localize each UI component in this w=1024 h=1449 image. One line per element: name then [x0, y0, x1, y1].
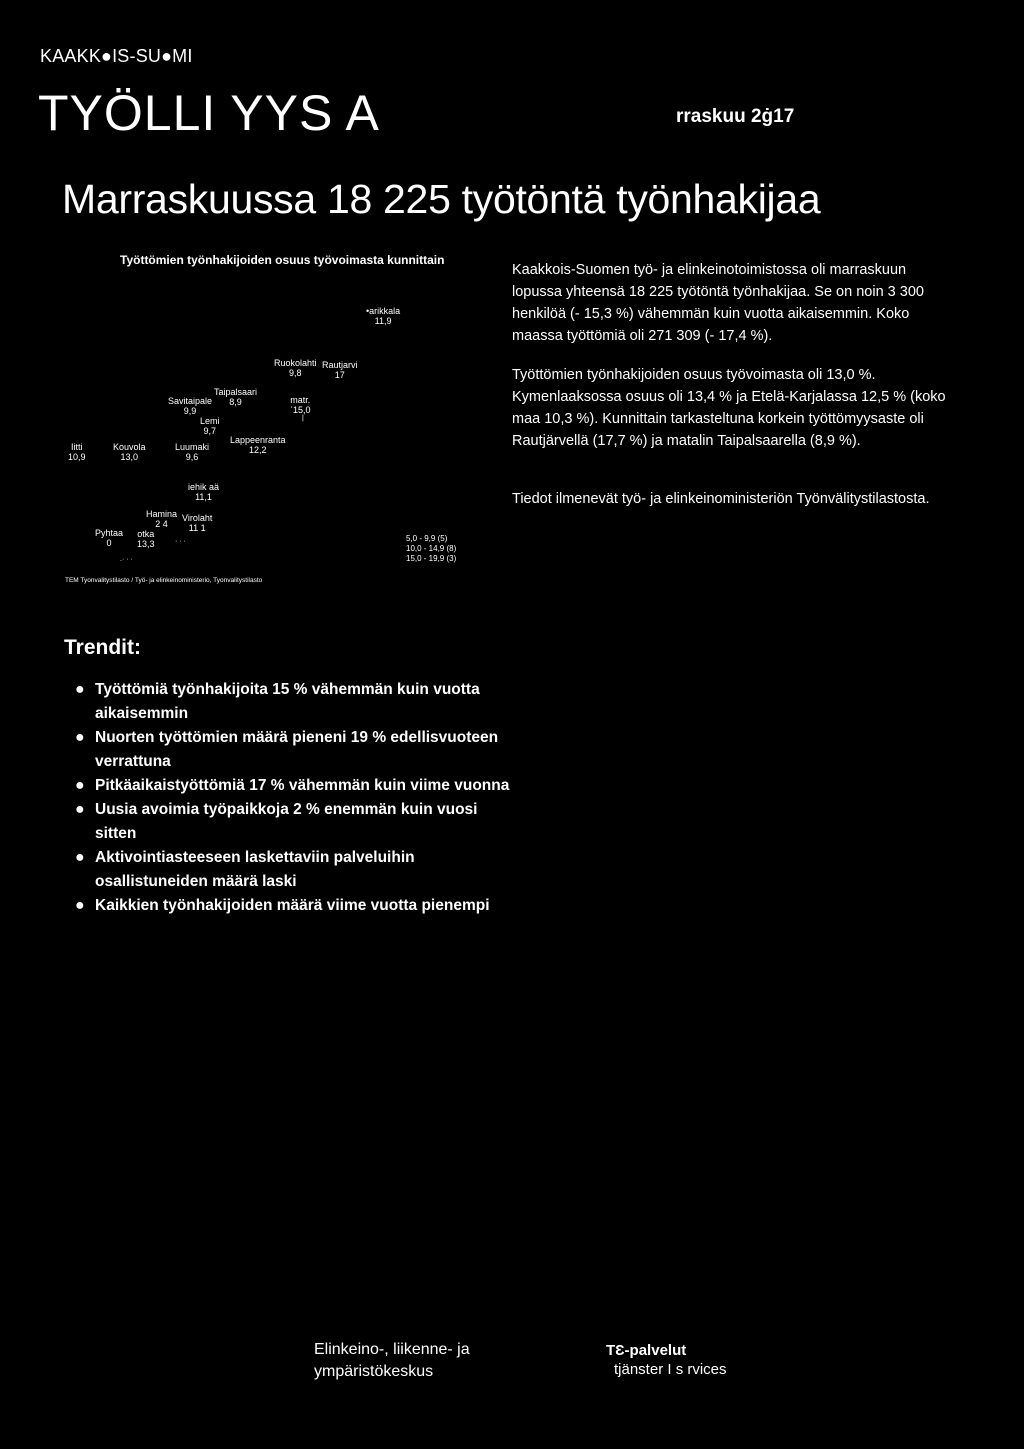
bullet-icon: ●	[75, 801, 85, 818]
legend-entry: 10,0 - 14,9 (8)	[406, 544, 457, 553]
ely-centre-logo-text: Elinkeino-, liikenne- ja ympäristökeskus	[314, 1341, 470, 1380]
map-label-luumaki: Luumaki 9,6	[175, 442, 210, 462]
map-label-iitti: Iitti 10,9	[68, 442, 86, 462]
map-label-lemi: Lemi 9,7	[200, 416, 220, 436]
legend-entry: 5,0 - 9,9 (5)	[406, 534, 448, 543]
te-services-subtitle: tjänster I s rvices	[614, 1361, 727, 1378]
trend-item: ● Pitkäaikaistyöttömiä 17 % vähemmän kuin viime vuonna	[95, 774, 515, 798]
trend-item: ● Kaikkien työnhakijoiden määrä viime vuotta pienempi	[95, 894, 515, 918]
report-date: rraskuu 2ġ17	[676, 106, 795, 127]
bullet-icon: ●	[75, 681, 85, 698]
map-label-kotka: otka 13,3	[137, 529, 155, 549]
map-label-hamina: Hamina 2 4	[146, 509, 178, 529]
trends-list	[75, 678, 515, 918]
map-island-dots: · · ·	[175, 538, 186, 545]
trend-item: ● Työttömiä työnhakijoita 15 % vähemmän kuin vuotta aikaisemmin	[95, 678, 515, 726]
map-island-dots: .· · ·	[120, 556, 133, 563]
map-legend	[406, 534, 456, 564]
region-label: KAAKK●IS-SU●MI	[40, 46, 193, 66]
trends-heading: Trendit:	[64, 636, 141, 659]
map-source: TEM Tyonvalitystilasto / Työ- ja elinkeinoministerio, Tyonvalitystilasto	[65, 577, 263, 584]
map-label-lappeenranta: Lappeenranta 12,2	[230, 435, 286, 455]
map-label-pyhtaa: Pyhtaa 0	[95, 528, 124, 548]
te-services-logo: TƐ-palvelut	[606, 1342, 687, 1359]
map-label-virolahti: Virolaht 11 1	[182, 513, 213, 533]
map-label-imatra: matr. ʿ15,0	[290, 395, 311, 415]
map-marker: |	[302, 415, 304, 422]
report-title: TYÖLLI YYS A	[38, 85, 380, 141]
map-label-parikkala: •arikkala 11,9	[366, 306, 401, 326]
map-label-savitaipale: Savitaipale 9,9	[168, 396, 213, 416]
unemployment-rate-paragraph: Työttömien työnhakijoiden osuus työvoimasta oli 13,0 %. Kymenlaaksossa osuus oli 13,4 % ja Etelä-Karjalassa 12,5 % (koko maa 10,3 %). Kunnittain tarkasteltuna korkein työttömyysaste oli Rautjärvellä (17,7 %) ja matalin Taipalsaarella (8,9 %).	[512, 367, 946, 449]
map-label-kouvola: Kouvola 13,0	[113, 442, 146, 462]
source-paragraph: Tiedot ilmenevät työ- ja elinkeinoministeriön Työnvälitystilastosta.	[512, 491, 930, 507]
map-label-rautjarvi: Rautjarvi 17	[322, 360, 358, 380]
trend-item: ● Nuorten työttömien määrä pieneni 19 % edellisvuoteen verrattuna	[95, 726, 515, 774]
bullet-icon: ●	[75, 729, 85, 746]
summary-paragraph: Kaakkois-Suomen työ- ja elinkeinotoimistossa oli marraskuun lopussa yhteensä 18 225 työtöntä työnhakijaa. Se on noin 3 300 henkilöä (- 15,3 %) vähemmän kuin vuotta aikaisemmin. Koko maassa työttömiä oli 271 309 (- 17,4 %).	[512, 262, 924, 344]
trend-item: ● Uusia avoimia työpaikkoja 2 % enemmän kuin vuosi sitten	[95, 798, 515, 846]
legend-entry: 15,0 - 19,9 (3)	[406, 554, 457, 563]
bullet-icon: ●	[75, 849, 85, 866]
bullet-icon: ●	[75, 777, 85, 794]
map-title: Työttömien työnhakijoiden osuus työvoimasta kunnittain	[120, 253, 445, 267]
headline: Marraskuussa 18 225 työtöntä työnhakijaa	[62, 176, 821, 222]
bullet-icon: ●	[75, 897, 85, 914]
trend-item: ● Aktivointiasteeseen laskettaviin palveluihin osallistuneiden määrä laski	[95, 846, 515, 894]
map-label-ruokolahti: Ruokolahti 9,8	[274, 358, 317, 378]
map-label-miehikkala: iehik aä 11,1	[188, 482, 220, 502]
map-label-taipalsaari: Taipalsaari 8,9	[214, 387, 258, 407]
